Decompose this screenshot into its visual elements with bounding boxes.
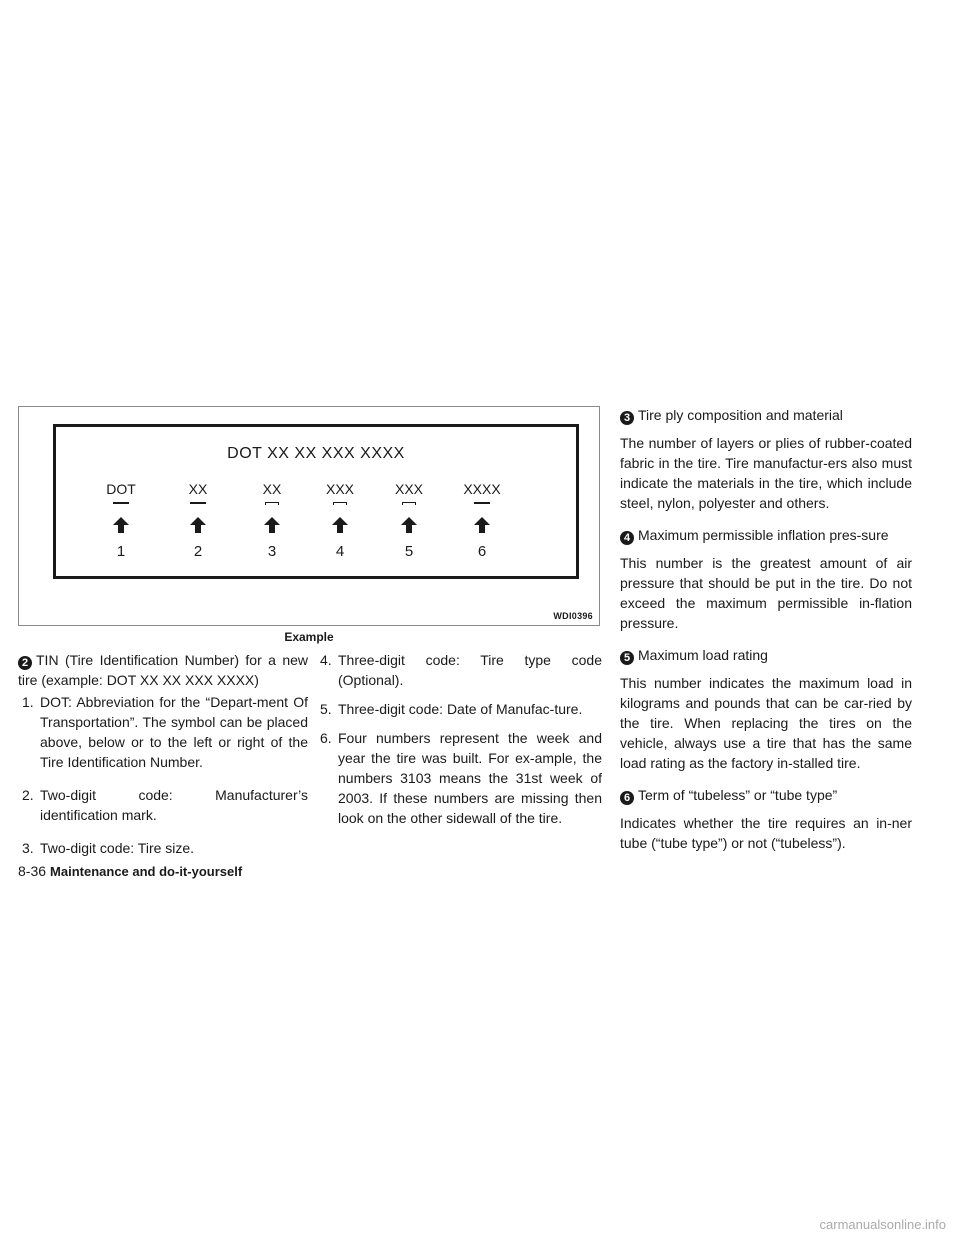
list-item	[320, 699, 602, 719]
tire-code-figure	[18, 406, 600, 626]
section-body: This number is the greatest amount of air pressure that should be put in the tire. Do not exceed the maximum permissible in-flation pressure.	[620, 555, 912, 631]
item-number: 3.	[22, 840, 34, 856]
text-column-1	[18, 650, 308, 871]
code-column-1	[81, 480, 161, 560]
list-item	[22, 785, 308, 825]
code-label: XXX	[325, 481, 354, 497]
page-footer	[18, 863, 242, 879]
code-label: XX	[188, 481, 208, 497]
watermark: carmanualsonline.info	[819, 1217, 946, 1232]
item-number: 4.	[320, 652, 332, 668]
circled-number-icon: 4	[620, 531, 634, 545]
circled-number-icon: 5	[620, 651, 634, 665]
list-item	[320, 728, 602, 828]
range-mark	[369, 498, 449, 508]
code-label: XXXX	[463, 481, 501, 497]
item-text: Three-digit code: Tire type code (Optional).	[338, 652, 602, 688]
dot-code-line: DOT XX XX XXX XXXX	[227, 445, 405, 462]
circled-number-icon: 3	[620, 411, 634, 425]
item-text: DOT: Abbreviation for the “Depart-ment Of Transportation”. The symbol can be placed above, below or to the left or right of the Tire Identification Number.	[40, 694, 308, 770]
section-heading	[620, 785, 912, 805]
underline-mark	[81, 498, 161, 508]
code-number: 6	[477, 543, 487, 560]
code-label: XX	[262, 481, 282, 497]
section-heading-text: Maximum permissible inflation pres-sure	[638, 527, 889, 543]
section-heading	[620, 525, 912, 545]
section-body: This number indicates the maximum load in kilograms and pounds that can be car-ried by the tire. When replacing the tires on the vehicle, always use a tire that has the same load rating as the factory in-stalled tire.	[620, 675, 912, 771]
underline-mark	[442, 498, 522, 508]
code-label: DOT	[106, 481, 136, 497]
text-column-2	[320, 650, 602, 837]
section-heading-text: Maximum load rating	[638, 647, 768, 663]
code-number: 5	[404, 543, 414, 560]
item-number: 2.	[22, 787, 34, 803]
section-title: Maintenance and do-it-yourself	[50, 864, 243, 879]
code-number: 3	[267, 543, 277, 560]
code-label: XXX	[394, 481, 423, 497]
figure-caption: Example	[284, 630, 334, 644]
section-heading-text: Tire ply composition and material	[638, 407, 843, 423]
item-number: 1.	[22, 694, 34, 710]
figure-id: WDI0396	[553, 611, 593, 621]
item-text: Two-digit code: Tire size.	[40, 840, 195, 856]
tin-code-list-continued	[320, 650, 602, 828]
code-number: 1	[116, 543, 126, 560]
list-item	[22, 838, 308, 858]
section-heading	[620, 645, 912, 665]
code-column-4	[300, 480, 380, 560]
section-heading	[620, 405, 912, 425]
up-arrow-icon	[189, 516, 207, 534]
tin-heading	[18, 650, 308, 690]
up-arrow-icon	[112, 516, 130, 534]
code-column-5	[369, 480, 449, 560]
item-text: Three-digit code: Date of Manufac-ture.	[338, 701, 583, 717]
item-number: 6.	[320, 730, 332, 746]
up-arrow-icon	[473, 516, 491, 534]
text-column-3	[620, 405, 912, 865]
tin-code-list	[18, 692, 308, 858]
up-arrow-icon	[400, 516, 418, 534]
up-arrow-icon	[331, 516, 349, 534]
circled-number-icon: 6	[620, 791, 634, 805]
item-text: Two-digit code: Manufacturer’s identification mark.	[40, 787, 308, 823]
code-column-6	[442, 480, 522, 560]
list-item	[22, 692, 308, 772]
tin-heading-text: TIN (Tire Identification Number) for a new tire (example: DOT XX XX XXX XXXX)	[18, 652, 308, 688]
section-heading-text: Term of “tubeless” or “tube type”	[638, 787, 838, 803]
up-arrow-icon	[263, 516, 281, 534]
section-body: The number of layers or plies of rubber-coated fabric in the tire. Tire manufactur-ers also must indicate the materials in the tire, which include steel, nylon, polyester and others.	[620, 435, 912, 511]
item-number: 5.	[320, 701, 332, 717]
section-body: Indicates whether the tire requires an in-ner tube (“tube type”) or not (“tubeless”).	[620, 815, 912, 851]
item-text: Four numbers represent the week and year the tire was built. For ex-ample, the numbers 3103 means the 31st week of 2003. If these numbers are missing then look on the other sidewall of the tire.	[338, 730, 602, 826]
code-column-2	[158, 480, 238, 560]
code-number: 2	[193, 543, 203, 560]
range-mark	[300, 498, 380, 508]
underline-mark	[158, 498, 238, 508]
list-item	[320, 650, 602, 690]
circled-number-icon: 2	[18, 656, 32, 670]
tire-code-diagram	[53, 424, 579, 579]
code-number: 4	[335, 543, 345, 560]
page-number: 8-36	[18, 863, 47, 879]
